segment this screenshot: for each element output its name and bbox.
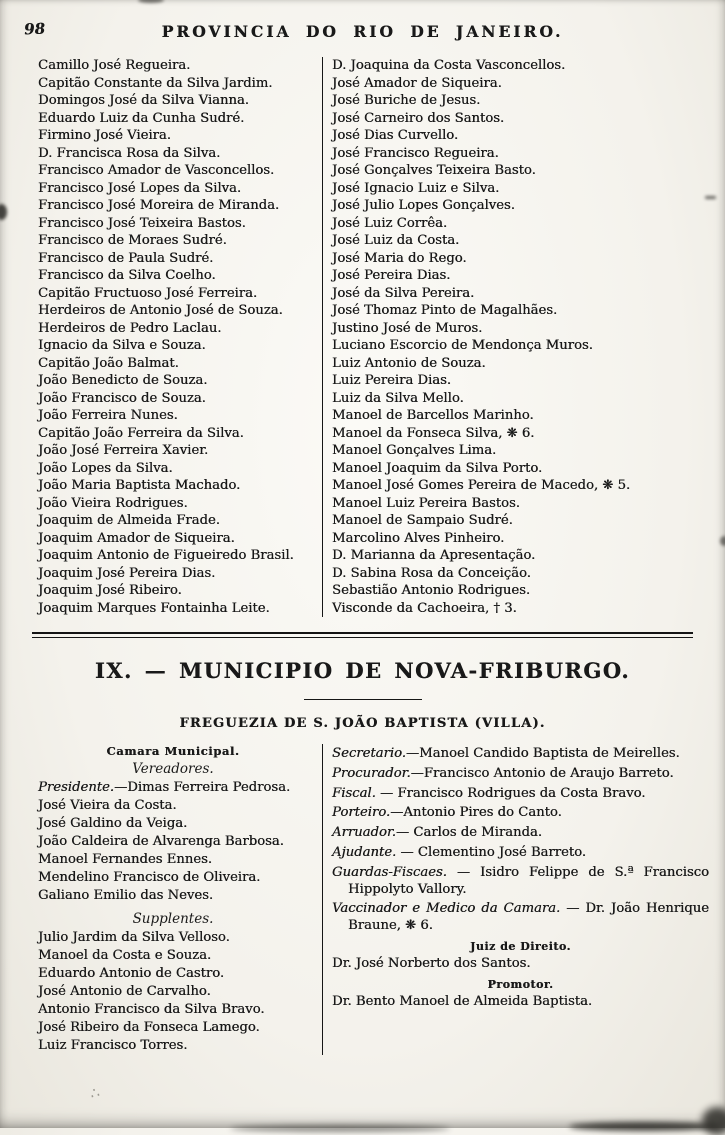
official-text: — Isidro Felippe de S.ª Francisco Hippolyto Vallory.	[348, 864, 709, 897]
elector-name: Ignacio da Silva e Souza.	[38, 338, 206, 353]
elector-name: Camillo José Regueira.	[38, 58, 191, 73]
supplente-name: José Ribeiro da Fonseca Lamego.	[38, 1020, 260, 1035]
elector-name: José Amador de Siqueira.	[332, 75, 502, 91]
electors-list-left	[0, 57, 322, 617]
section-divider-rule	[32, 632, 693, 638]
promotor-heading: Promotor.	[487, 977, 554, 991]
juiz-heading: Juiz de Direito.	[470, 939, 571, 953]
elector-name: João José Ferreira Xavier.	[38, 443, 209, 458]
elector-name: Francisco de Paula Sudré.	[38, 250, 214, 266]
vereador-name: Mendelino Francisco de Oliveira.	[38, 870, 261, 885]
scan-artifact	[138, 0, 164, 3]
elector-name: Capitão João Ferreira da Silva.	[38, 425, 244, 441]
elector-name: João Ferreira Nunes.	[38, 408, 178, 423]
elector-name: Manoel Gonçalves Lima.	[332, 443, 497, 458]
official-entry	[332, 786, 709, 803]
elector-name: José Buriche de Jesus.	[332, 93, 481, 108]
elector-name: José Thomaz Pinto de Magalhães.	[332, 303, 558, 318]
elector-name: José Francisco Regueira.	[332, 145, 499, 161]
elector-name: José Pereira Dias.	[332, 268, 451, 283]
official-text: — Carlos de Miranda.	[395, 825, 542, 841]
official-role: Porteiro.	[332, 805, 391, 821]
official-text: — Dr. João Henrique Braune, ❋ 6.	[348, 901, 709, 934]
elector-name: Manoel Luiz Pereira Bastos.	[332, 495, 520, 511]
elector-name: Joaquim Amador de Siqueira.	[38, 530, 235, 546]
elector-name: Luiz da Silva Mello.	[332, 390, 464, 406]
supplentes-list	[38, 929, 308, 1055]
scan-artifact	[720, 536, 725, 546]
elector-name: Luiz Pereira Dias.	[332, 373, 451, 388]
elector-name: José Dias Curvello.	[332, 128, 459, 143]
official-text: —Manoel Candido Baptista de Meirelles.	[405, 746, 680, 761]
elector-name: Joaquim de Almeida Frade.	[38, 513, 220, 528]
pencil-mark: ∴	[87, 1083, 102, 1103]
elector-name: João Vieira Rodrigues.	[38, 495, 188, 511]
elector-name: José Ignacio Luiz e Silva.	[332, 180, 500, 196]
supplente-name: Luiz Francisco Torres.	[38, 1038, 188, 1053]
supplente-name: Antonio Francisco da Silva Bravo.	[38, 1002, 265, 1017]
elector-name: Capitão João Balmat.	[38, 355, 179, 371]
officials-column	[322, 744, 725, 1055]
elector-name: Manoel José Gomes Pereira de Macedo, ❋ 5.	[332, 478, 631, 493]
elector-name: Capitão Constante da Silva Jardim.	[38, 75, 273, 91]
official-entry	[332, 825, 709, 842]
scan-artifact	[702, 1107, 725, 1135]
page-number: 98	[22, 19, 47, 39]
short-rule	[304, 699, 422, 700]
vereadores-heading: Vereadores.	[132, 761, 214, 777]
promotor-name: Dr. Bento Manoel de Almeida Baptista.	[332, 993, 593, 1009]
elector-name: João Francisco de Souza.	[38, 390, 206, 406]
presidente-line	[38, 779, 308, 797]
elector-name: João Maria Baptista Machado.	[38, 478, 241, 493]
official-role: Vaccinador e Medico da Camara.	[332, 901, 561, 917]
elector-name: Justino José de Muros.	[332, 320, 483, 336]
official-role: Guardas-Fiscaes.	[332, 864, 447, 880]
official-text: — Clementino José Barreto.	[396, 844, 586, 860]
elector-name: Joaquim Antonio de Figueiredo Brasil.	[38, 548, 294, 563]
freguezia-columns	[0, 744, 725, 1055]
elector-name: João Lopes da Silva.	[38, 460, 173, 476]
supplente-name: Eduardo Antonio de Castro.	[38, 966, 225, 981]
official-entry	[332, 865, 709, 899]
elector-name: D. Joaquina da Costa Vasconcellos.	[332, 58, 566, 73]
scan-artifact	[705, 196, 716, 199]
electors-list-right	[322, 57, 711, 617]
freguezia-subtitle: FREGUEZIA DE S. JOÃO BAPTISTA (VILLA).	[179, 716, 546, 731]
elector-name: José Gonçalves Teixeira Basto.	[332, 163, 536, 178]
official-text: —Francisco Antonio de Araujo Barreto.	[410, 765, 674, 781]
vereador-name: Manoel Fernandes Ennes.	[38, 852, 212, 867]
elector-name: Francisco José Teixeira Bastos.	[38, 215, 246, 231]
supplente-name: Manoel da Costa e Souza.	[38, 948, 212, 963]
elector-name: Capitão Fructuoso José Ferreira.	[38, 285, 258, 301]
elector-name: José Luiz Corrêa.	[332, 215, 448, 231]
elector-name: Firmino José Vieira.	[38, 128, 171, 143]
presidente-name: —Dimas Ferreira Pedrosa.	[114, 780, 291, 795]
elector-name: Joaquim José Pereira Dias.	[38, 565, 216, 581]
elector-name: D. Francisca Rosa da Silva.	[38, 145, 221, 161]
elector-name: Visconde da Cachoeira, † 3.	[332, 600, 517, 616]
supplente-name: José Antonio de Carvalho.	[38, 984, 211, 999]
elector-name: Herdeiros de Pedro Laclau.	[38, 320, 222, 336]
elector-name: José Maria do Rego.	[332, 250, 467, 266]
elector-name: Manoel Joaquim da Silva Porto.	[332, 460, 543, 476]
elector-name: José da Silva Pereira.	[332, 285, 475, 301]
electors-list	[0, 57, 725, 617]
elector-name: D. Marianna da Apresentação.	[332, 548, 536, 563]
juiz-name: Dr. José Norberto dos Santos.	[332, 955, 531, 971]
official-role: Secretario.	[332, 746, 406, 761]
elector-name: Joaquim José Ribeiro.	[38, 583, 182, 598]
elector-name: João Benedicto de Souza.	[38, 373, 208, 388]
vereador-name: José Galdino da Veiga.	[38, 816, 188, 831]
elector-name: Francisco de Moraes Sudré.	[38, 233, 227, 248]
elector-name: Manoel de Sampaio Sudré.	[332, 513, 513, 528]
elector-name: Francisco José Lopes da Silva.	[38, 180, 242, 196]
elector-name: Manoel da Fonseca Silva, ❋ 6.	[332, 425, 535, 441]
officials-list	[332, 746, 709, 935]
municipio-section-title: IX. — MUNICIPIO DE NOVA-FRIBURGO.	[94, 658, 631, 683]
elector-name: Eduardo Luiz da Cunha Sudré.	[38, 110, 245, 126]
supplentes-heading: Supplentes.	[132, 911, 214, 927]
official-entry	[332, 845, 709, 862]
page-title: PROVINCIA DO RIO DE JANEIRO.	[161, 22, 564, 41]
camara-column	[0, 744, 322, 1055]
elector-name: Luciano Escorcio de Mendonça Muros.	[332, 338, 593, 353]
elector-name: José Julio Lopes Gonçalves.	[332, 198, 515, 213]
vereador-name: Galiano Emilio das Neves.	[38, 888, 214, 903]
elector-name: José Luiz da Costa.	[332, 233, 460, 248]
page-header	[0, 19, 725, 44]
official-entry	[332, 766, 709, 783]
official-role: Arruador.	[332, 825, 396, 841]
elector-name: Marcolino Alves Pinheiro.	[332, 530, 505, 546]
elector-name: Francisco Amador de Vasconcellos.	[38, 163, 275, 178]
supplente-name: Julio Jardim da Silva Velloso.	[38, 930, 230, 945]
camara-heading: Camara Municipal.	[106, 744, 240, 758]
official-entry	[332, 901, 709, 935]
elector-name: Francisco da Silva Coelho.	[38, 268, 216, 283]
elector-name: Herdeiros de Antonio José de Souza.	[38, 303, 283, 318]
elector-name: Domingos José da Silva Vianna.	[38, 93, 249, 108]
elector-name: Manoel de Barcellos Marinho.	[332, 408, 534, 423]
official-text: —Antonio Pires do Canto.	[390, 805, 562, 821]
vereador-name: José Vieira da Costa.	[38, 798, 177, 813]
official-role: Procurador.	[332, 765, 411, 781]
official-entry	[332, 805, 709, 822]
elector-name: D. Sabina Rosa da Conceição.	[332, 565, 531, 581]
vereador-name: João Caldeira de Alvarenga Barbosa.	[38, 834, 284, 849]
official-text: — Francisco Rodrigues da Costa Bravo.	[375, 785, 646, 801]
presidente-role: Presidente.	[38, 780, 115, 795]
scan-artifact	[230, 1125, 450, 1132]
elector-name: Sebastião Antonio Rodrigues.	[332, 583, 531, 598]
elector-name: José Carneiro dos Santos.	[332, 110, 505, 126]
official-entry	[332, 746, 709, 763]
elector-name: Luiz Antonio de Souza.	[332, 355, 486, 371]
elector-name: Joaquim Marques Fontainha Leite.	[38, 600, 270, 616]
scan-artifact	[569, 1122, 719, 1131]
official-role: Ajudante.	[332, 844, 397, 860]
elector-name: Francisco José Moreira de Miranda.	[38, 198, 280, 213]
vereadores-list	[38, 797, 308, 905]
official-role: Fiscal.	[332, 785, 376, 801]
